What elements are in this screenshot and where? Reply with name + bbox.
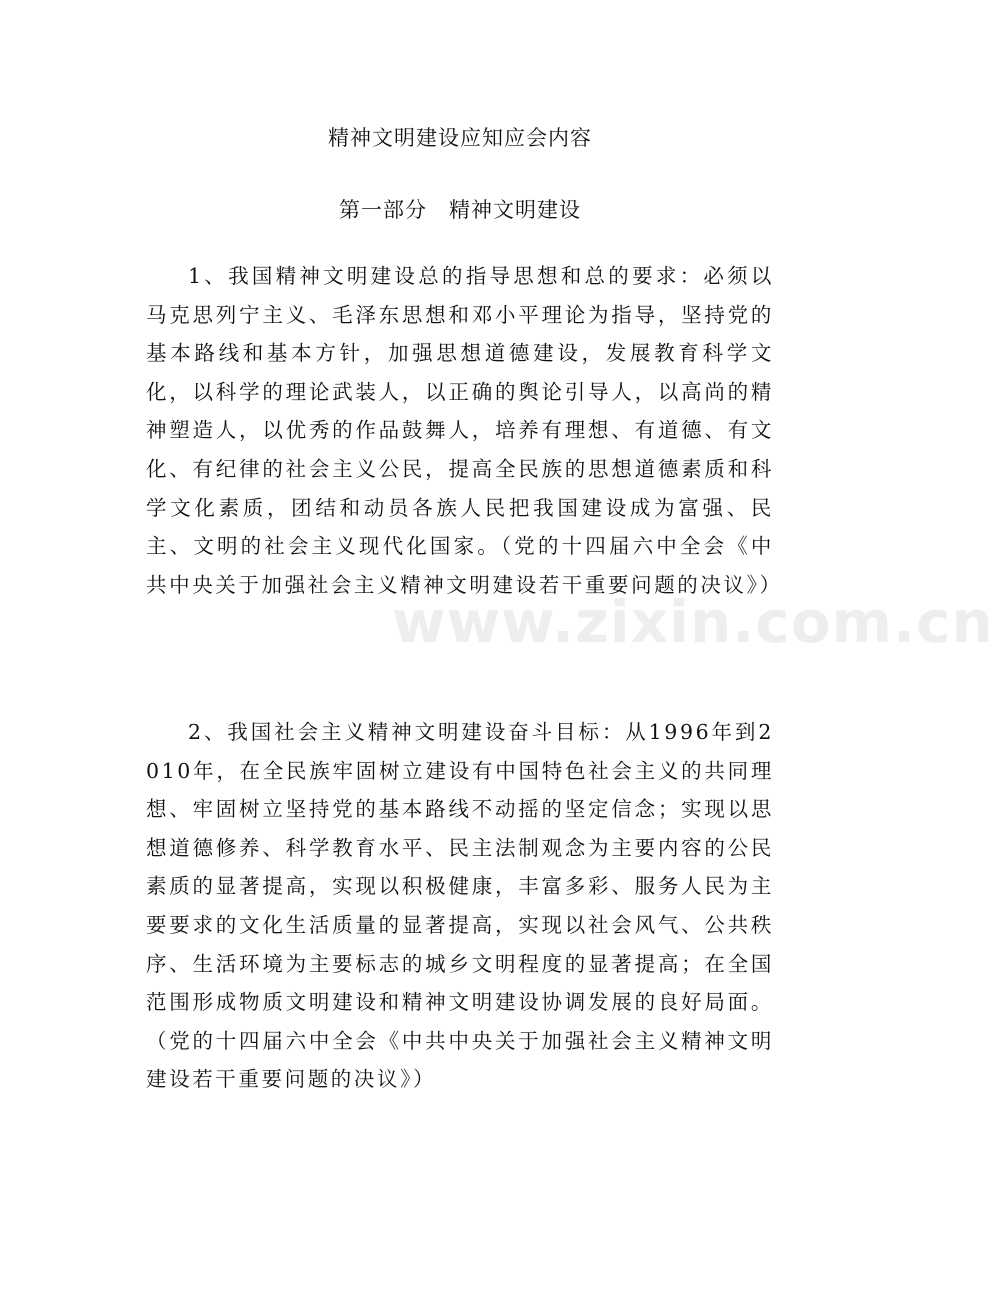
document-title: 精神文明建设应知应会内容 [328,126,592,150]
paragraph-1: 1、我国精神文明建设总的指导思想和总的要求：必须以马克思列宁主义、毛泽东思想和邓小平理论为指导，坚持党的基本路线和基本方针，加强思想道德建设，发展教育科学文化，以科学的理论武装人，以正确的舆论引导人，以高尚的精神塑造人，以优秀的作品鼓舞人，培养有理想、有道德、有文化、有纪律的社会主义公民，提高全民族的思想道德素质和科学文化素质，团结和动员各族人民把我国建设成为富强、民主、文明的社会主义现代化国家。（党的十四届六中全会《中共中央关于加强社会主义精神文明建设若干重要问题的决议》） [146,264,783,597]
watermark: www.zixin.com.cn [392,588,994,656]
section-title: 精神文明建设 [449,198,581,222]
section-heading [0,194,920,224]
paragraph-2: 2、我国社会主义精神文明建设奋斗目标：从1996年到2010年，在全民族牢固树立建设有中国特色社会主义的共同理想、牢固树立坚持党的基本路线不动摇的坚定信念；实现以思想道德修养、科学教育水平、民主法制观念为主要内容的公民素质的显著提高，实现以积极健康，丰富多彩、服务人民为主要要求的文化生活质量的显著提高，实现以社会风气、公共秩序、生活环境为主要标志的城乡文明程度的显著提高；在全国范围形成物质文明建设和精神文明建设协调发展的良好局面。（党的十四届六中全会《中共中央关于加强社会主义精神文明建设若干重要问题的决议》） [146,720,774,1092]
section-number: 第一部分 [339,198,427,222]
